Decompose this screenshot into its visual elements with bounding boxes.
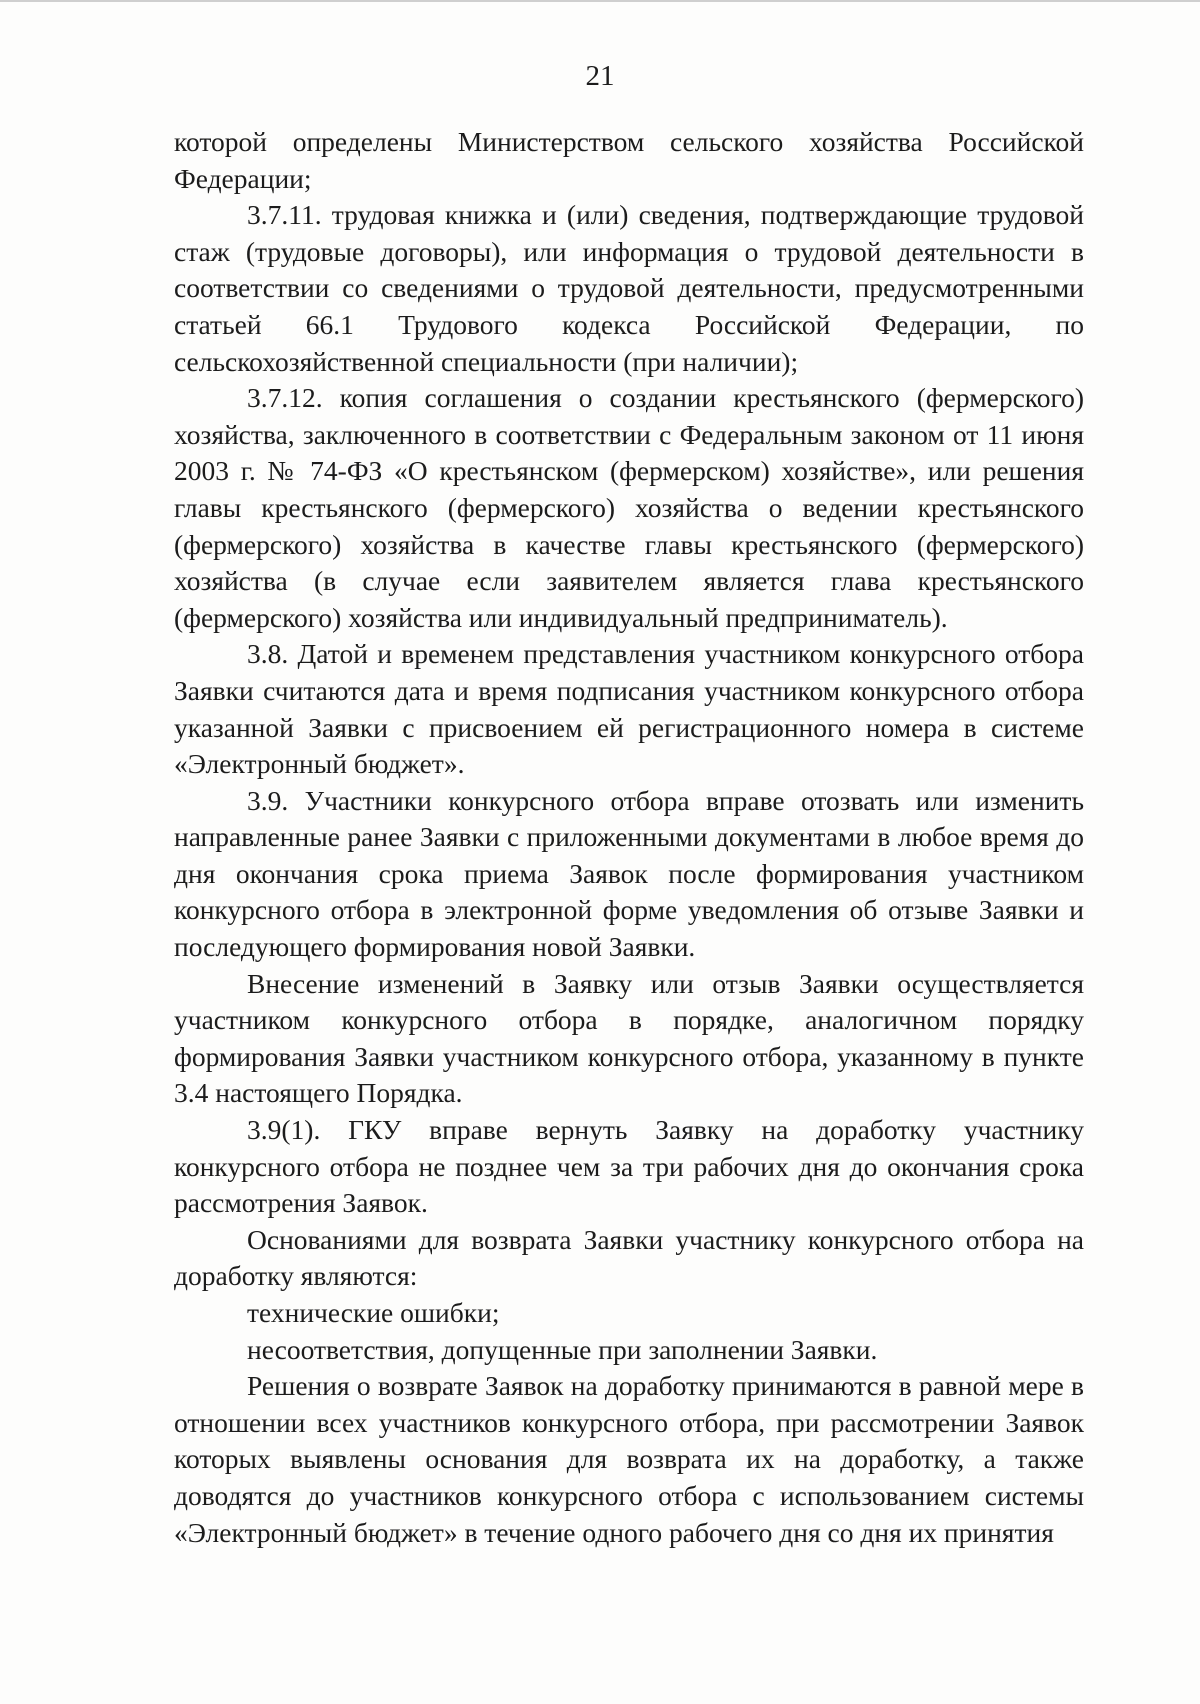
paragraph-3-9: 3.9. Участники конкурсного отбора вправе отозвать или изменить направленные ранее Заявки с приложенными документами в любое время до дня окончания срока приема Заявок после формирования участником конкурсного отбора в электронной форме уведомления об отзыве Заявки и последующего формирования новой Заявки. bbox=[174, 784, 1084, 963]
document-body bbox=[174, 124, 1084, 1551]
list-item-inconsistencies: несоответствия, допущенные при заполнении Заявки. bbox=[247, 1333, 878, 1365]
paragraph-continuation: которой определены Министерством сельского хозяйства Российской Федерации; bbox=[174, 126, 1084, 194]
paragraph-changes: Внесение изменений в Заявку или отзыв Заявки осуществляется участником конкурсного отбора в порядке, аналогичном порядку формирования Заявки участником конкурсного отбора, указанному в пункте 3.4 настоящего Порядка. bbox=[174, 967, 1084, 1109]
paragraph-3-7-12: 3.7.12. копия соглашения о создании крестьянского (фермерского) хозяйства, заключенного в соответствии с Федеральным законом от 11 июня 2003 г. № 74-ФЗ «О крестьянском (фермерском) хозяйстве», или решения главы крестьянского (фермерского) хозяйства о ведении крестьянского (фермерского) хозяйства в качестве главы крестьянского (фермерского) хозяйства (в случае если заявителем является глава крестьянского (фермерского) хозяйства или индивидуальный предприниматель). bbox=[174, 382, 1084, 633]
paragraph-return-decisions: Решения о возврате Заявок на доработку принимаются в равной мере в отношении всех участников конкурсного отбора, при рассмотрении Заявок которых выявлены основания для возврата их на доработку, а также доводятся до участников конкурсного отбора с использованием системы «Электронный бюджет» в течение одного рабочего дня со дня их принятия bbox=[174, 1370, 1084, 1548]
paragraph-return-grounds: Основаниями для возврата Заявки участнику конкурсного отбора на доработку являются: bbox=[174, 1223, 1084, 1292]
page-number: 21 bbox=[585, 60, 615, 92]
paragraph-3-9-1: 3.9(1). ГКУ вправе вернуть Заявку на доработку участнику конкурсного отбора не позднее чем за три рабочих дня до окончания срока рассмотрения Заявок. bbox=[174, 1114, 1084, 1219]
scan-edge-line bbox=[0, 0, 1200, 2]
paragraph-3-8: 3.8. Датой и временем представления участником конкурсного отбора Заявки считаются дата и время подписания участником конкурсного отбора указанной Заявки с присвоением ей регистрационного номера в системе «Электронный бюджет». bbox=[174, 638, 1084, 780]
paragraph-3-7-11: 3.7.11. трудовая книжка и (или) сведения, подтверждающие трудовой стаж (трудовые договоры), или информация о трудовой деятельности в соответствии со сведениями о трудовой деятельности, предусмотренными статьей 66.1 Трудового кодекса Российской Федерации, по сельскохозяйственной специальности (при наличии); bbox=[174, 199, 1084, 377]
list-item-technical-errors: технические ошибки; bbox=[247, 1297, 500, 1328]
